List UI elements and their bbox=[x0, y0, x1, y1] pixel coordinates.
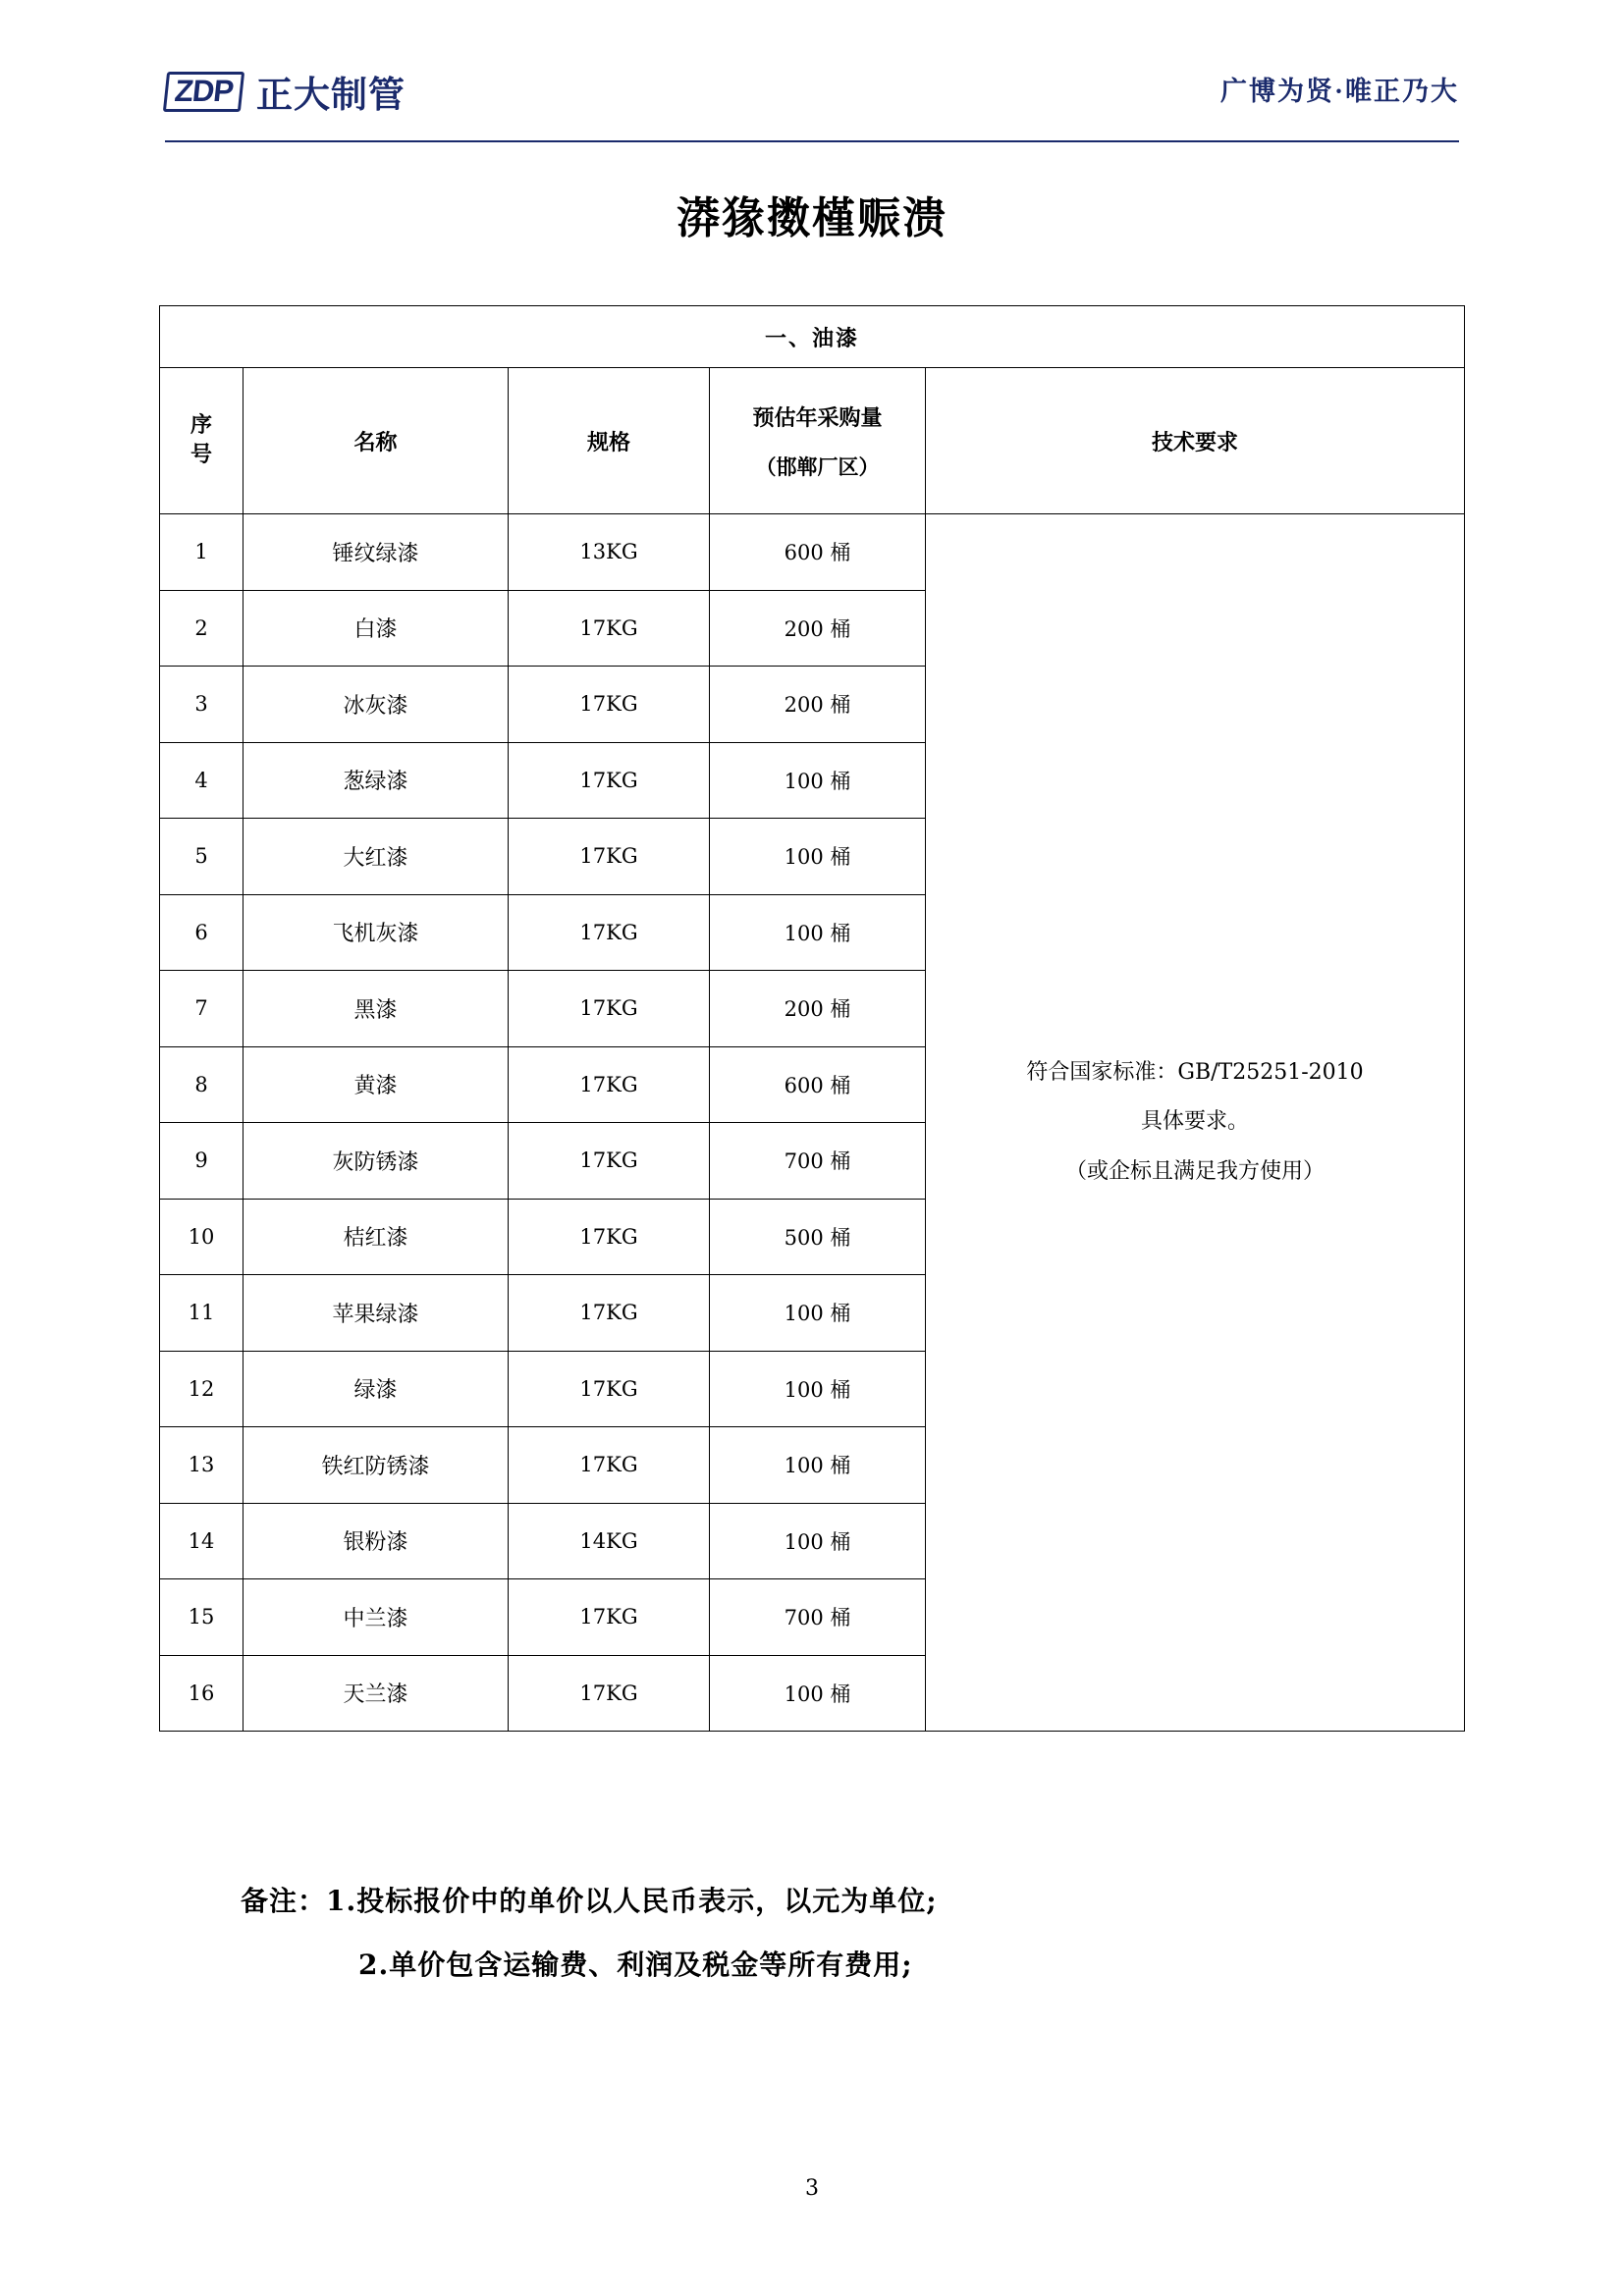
page-title: 漭猭擞槿赈溃 bbox=[677, 193, 947, 243]
cell-name: 绿漆 bbox=[244, 1351, 509, 1427]
cell-qty: 100 桶 bbox=[710, 1655, 926, 1732]
cell-name: 黄漆 bbox=[244, 1046, 509, 1123]
cell-name: 灰防锈漆 bbox=[244, 1123, 509, 1200]
cell-spec: 17KG bbox=[509, 1655, 710, 1732]
cell-qty: 200 桶 bbox=[710, 667, 926, 743]
notes-label: 备注： bbox=[241, 1885, 327, 1917]
cell-index: 9 bbox=[160, 1123, 244, 1200]
cell-name: 锤纹绿漆 bbox=[244, 514, 509, 591]
cell-qty: 500 桶 bbox=[710, 1199, 926, 1275]
cell-spec: 17KG bbox=[509, 971, 710, 1047]
procurement-table-wrapper bbox=[159, 305, 1464, 1732]
cell-qty: 100 桶 bbox=[710, 819, 926, 895]
tech-line-3: （或企标且满足我方使用） bbox=[1065, 1158, 1326, 1184]
cell-qty: 100 桶 bbox=[710, 894, 926, 971]
column-header-spec: 规格 bbox=[509, 368, 710, 514]
notes-block bbox=[241, 1887, 1419, 1981]
cell-spec: 17KG bbox=[509, 1427, 710, 1504]
cell-index: 7 bbox=[160, 971, 244, 1047]
cell-spec: 14KG bbox=[509, 1503, 710, 1579]
cell-qty: 100 桶 bbox=[710, 1351, 926, 1427]
column-header-index-line1: 序 bbox=[189, 412, 212, 439]
cell-spec: 17KG bbox=[509, 1275, 710, 1352]
cell-name: 银粉漆 bbox=[244, 1503, 509, 1579]
company-slogan: 广博为贤·唯正乃大 bbox=[1219, 76, 1459, 106]
cell-spec: 17KG bbox=[509, 742, 710, 819]
page-header bbox=[165, 55, 1459, 128]
tech-line-2: 具体要求。 bbox=[1141, 1109, 1250, 1135]
cell-index: 6 bbox=[160, 894, 244, 971]
column-header-quantity-line1: 预估年采购量 bbox=[752, 404, 883, 431]
cell-spec: 17KG bbox=[509, 819, 710, 895]
logo-monogram-icon: ZDP bbox=[163, 72, 244, 112]
cell-index: 11 bbox=[160, 1275, 244, 1352]
cell-name: 大红漆 bbox=[244, 819, 509, 895]
cell-index: 3 bbox=[160, 667, 244, 743]
table-row bbox=[160, 514, 1465, 591]
cell-name: 葱绿漆 bbox=[244, 742, 509, 819]
cell-index: 14 bbox=[160, 1503, 244, 1579]
cell-index: 10 bbox=[160, 1199, 244, 1275]
cell-qty: 700 桶 bbox=[710, 1123, 926, 1200]
column-header-tech: 技术要求 bbox=[926, 368, 1465, 514]
column-header-quantity-line2: （邯郸厂区） bbox=[755, 454, 880, 479]
page-number: 3 bbox=[805, 2176, 819, 2201]
cell-index: 13 bbox=[160, 1427, 244, 1504]
cell-spec: 17KG bbox=[509, 667, 710, 743]
cell-index: 5 bbox=[160, 819, 244, 895]
notes-item-1: 1.投标报价中的单价以人民币表示，以元为单位; bbox=[326, 1885, 938, 1917]
notes-line-1 bbox=[241, 1887, 1419, 1917]
cell-qty: 100 桶 bbox=[710, 1503, 926, 1579]
cell-index: 1 bbox=[160, 514, 244, 591]
cell-qty: 200 桶 bbox=[710, 971, 926, 1047]
cell-tech-requirement bbox=[926, 514, 1465, 1732]
column-header-name: 名称 bbox=[244, 368, 509, 514]
cell-name: 飞机灰漆 bbox=[244, 894, 509, 971]
cell-spec: 17KG bbox=[509, 1123, 710, 1200]
table-header-row bbox=[160, 368, 1465, 514]
cell-index: 4 bbox=[160, 742, 244, 819]
header-divider bbox=[165, 140, 1459, 142]
cell-qty: 100 桶 bbox=[710, 1427, 926, 1504]
cell-name: 黑漆 bbox=[244, 971, 509, 1047]
section-title: 一、油漆 bbox=[160, 306, 1465, 368]
notes-line-2: 2.单价包含运输费、利润及税金等所有费用; bbox=[358, 1948, 913, 1981]
logo-company-name: 正大制管 bbox=[256, 75, 406, 115]
cell-name: 苹果绿漆 bbox=[244, 1275, 509, 1352]
cell-name: 中兰漆 bbox=[244, 1579, 509, 1656]
cell-spec: 17KG bbox=[509, 590, 710, 667]
cell-index: 2 bbox=[160, 590, 244, 667]
cell-qty: 100 桶 bbox=[710, 1275, 926, 1352]
cell-qty: 200 桶 bbox=[710, 590, 926, 667]
cell-name: 天兰漆 bbox=[244, 1655, 509, 1732]
cell-qty: 700 桶 bbox=[710, 1579, 926, 1656]
cell-name: 白漆 bbox=[244, 590, 509, 667]
cell-name: 冰灰漆 bbox=[244, 667, 509, 743]
column-header-index-line2: 号 bbox=[189, 442, 212, 467]
procurement-table bbox=[159, 305, 1465, 1732]
column-header-quantity bbox=[710, 368, 926, 514]
tech-line-1: 符合国家标准：GB/T25251-2010 bbox=[1026, 1059, 1364, 1085]
cell-spec: 17KG bbox=[509, 1579, 710, 1656]
cell-spec: 17KG bbox=[509, 1046, 710, 1123]
cell-spec: 17KG bbox=[509, 1351, 710, 1427]
cell-spec: 17KG bbox=[509, 894, 710, 971]
cell-qty: 600 桶 bbox=[710, 514, 926, 591]
company-logo bbox=[165, 65, 406, 118]
cell-index: 16 bbox=[160, 1655, 244, 1732]
cell-spec: 13KG bbox=[509, 514, 710, 591]
cell-index: 15 bbox=[160, 1579, 244, 1656]
cell-qty: 100 桶 bbox=[710, 742, 926, 819]
column-header-index bbox=[160, 368, 244, 514]
cell-index: 8 bbox=[160, 1046, 244, 1123]
cell-spec: 17KG bbox=[509, 1199, 710, 1275]
cell-name: 桔红漆 bbox=[244, 1199, 509, 1275]
cell-index: 12 bbox=[160, 1351, 244, 1427]
cell-name: 铁红防锈漆 bbox=[244, 1427, 509, 1504]
table-section-header-row bbox=[160, 306, 1465, 368]
cell-qty: 600 桶 bbox=[710, 1046, 926, 1123]
